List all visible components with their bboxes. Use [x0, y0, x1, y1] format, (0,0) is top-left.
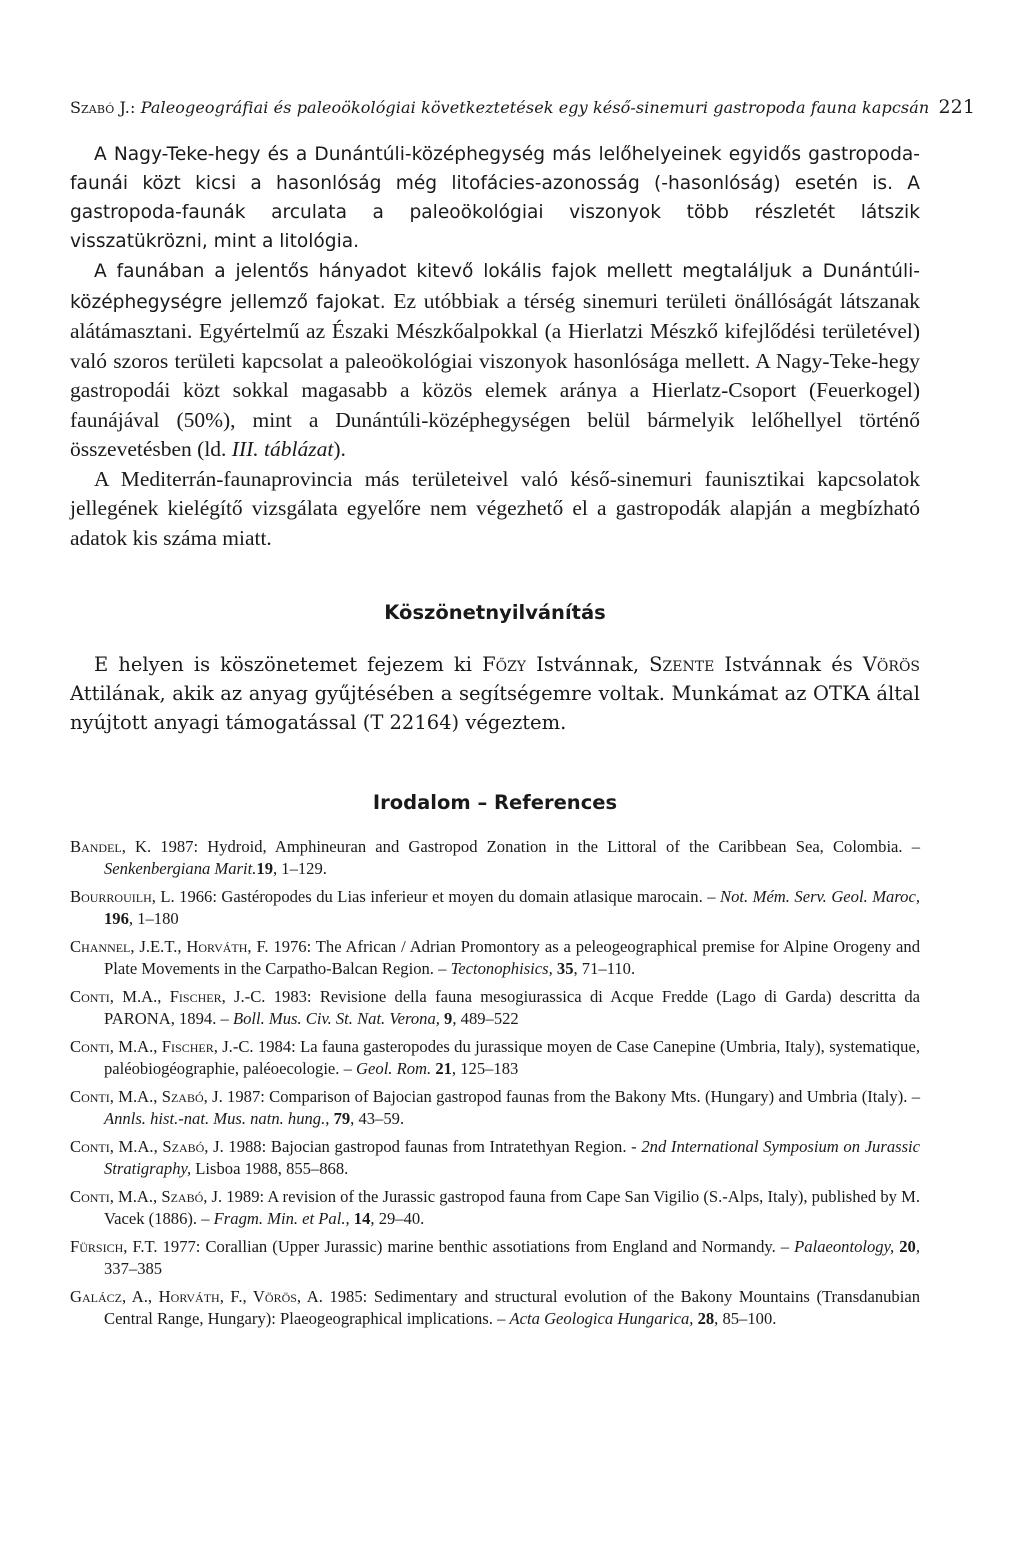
reference-item [70, 936, 920, 980]
ref-text: 1966: Gastéropodes du Lias inferieur et moyen du domain atlasique marocain. – [174, 887, 721, 906]
ref-authors: Bourrouilh, L. [70, 887, 175, 906]
reference-item [70, 1236, 920, 1280]
ref-volume: 21 [435, 1059, 452, 1078]
running-head [70, 96, 976, 118]
acknowledgements-text [70, 650, 920, 737]
ref-text: 1988: Bajocian gastropod faunas from Intratethyan Region. - [223, 1137, 642, 1156]
ref-journal: Boll. Mus. Civ. St. Nat. Verona, [232, 1009, 440, 1028]
ref-volume: 35 [556, 959, 574, 978]
ref-pages: , 43–59. [350, 1109, 405, 1128]
ref-pages: , 1–180 [128, 909, 179, 928]
reference-item [70, 1186, 920, 1230]
ref-pages: , 1–129. [272, 859, 327, 878]
ack-name-3: Vörös [862, 653, 921, 676]
ref-journal: Palaeontology, [794, 1237, 895, 1256]
ref-journal: Senkenbergiana Marit. [104, 859, 257, 878]
ref-authors: Fürsich, F.T. [70, 1237, 158, 1256]
ref-volume: 79 [333, 1109, 351, 1128]
body-text [70, 140, 920, 256]
reference-item [70, 886, 920, 930]
ack-text-2: Istvánnak, [526, 653, 650, 676]
ref-pages: , 71–110. [573, 959, 636, 978]
running-head-title: Paleogeográfiai és paleoökológiai következtetések egy késő-sinemuri gastropoda fauna kapcsán [140, 98, 930, 117]
paragraph-2-end: ). [333, 437, 346, 461]
ref-pages: , 489–522 [452, 1009, 519, 1028]
ack-text-1: E helyen is köszönetemet fejezem ki [94, 653, 483, 676]
ref-text: 1976: The African / Adrian Promontory as a peleogeographical premise for Alpine Orogeny and Plate Movements in the Carpatho-Balcan Region. – [104, 937, 920, 978]
paragraph-2 [70, 256, 920, 465]
ack-name-2: Szente [649, 653, 715, 676]
paragraph-2-b: Ez utóbbiak a térség sinemuri területi önállóságát látszanak alátámasztani. Egyértelmű az Északi Mészkőalpokkal (a Hierlatzi Mészkő kifejlődési területével) való szoros területi kapcsolat a paleoökológiai viszonyok hasonlósága mellett. [70, 288, 920, 373]
ref-authors: Conti, M.A., Szabó, J. [70, 1087, 223, 1106]
ref-authors: Bandel, K. [70, 837, 152, 856]
ref-text: 1984: La fauna gasteropodes du jurassique moyen de Case Canepine (Umbria, Italy), systematique, paléobiogéographie, paléoecologie. – [104, 1037, 920, 1078]
ack-name-1: Főzy [482, 653, 527, 676]
ref-volume: 196 [104, 909, 129, 928]
ref-authors: Conti, M.A., Fischer, J.-C. [70, 987, 266, 1006]
ref-text: 1977: Corallian (Upper Jurassic) marine benthic assotiations from England and Normandy. – [157, 1237, 795, 1256]
body-text-serif [70, 256, 920, 553]
ref-pages: , 125–183 [451, 1059, 519, 1078]
ref-authors: Conti, M.A., Szabó, J. [70, 1137, 224, 1156]
ref-volume: 9 [444, 1009, 453, 1028]
ref-pages: , 85–100. [714, 1309, 777, 1328]
table-reference: III. táblázat [231, 437, 334, 461]
page [70, 96, 976, 1336]
reference-item [70, 986, 920, 1030]
ack-text-3: Istvánnak és [714, 653, 863, 676]
running-head-author: Szabó J.: [70, 98, 136, 117]
paragraph-2-a: A faunában a jelentős hányadot kitevő lokális fajok mellett megtaláljuk a Dunántúli-középhegységre jellemző fajokat. [70, 261, 920, 313]
ref-journal: Not. Mém. Serv. Geol. Maroc, [720, 887, 920, 906]
ref-journal: Fragm. Min. et Pal., [213, 1209, 350, 1228]
ref-journal: 2nd International Symposium on Jurassic Stratigraphy, [104, 1137, 921, 1178]
ref-journal: Annls. hist.-nat. Mus. natn. hung., [104, 1109, 330, 1128]
reference-item [70, 836, 920, 880]
references-heading: Irodalom – References [372, 791, 618, 814]
acknowledgements-heading: Köszönetnyilvánítás [384, 601, 606, 624]
ref-text: 1987: Hydroid, Amphineuran and Gastropod Zonation in the Littoral of the Caribbean Sea, Colombia. – [151, 837, 921, 856]
ref-volume: 14 [353, 1209, 371, 1228]
reference-item [70, 1086, 920, 1130]
page-number: 221 [938, 96, 976, 118]
ref-authors: Conti, M.A., Szabó, J. [70, 1187, 223, 1206]
ref-text: 1989: A revision of the Jurassic gastropod fauna from Cape San Vigilio (S.-Alps, Italy), published by M. Vacek (1886). – [104, 1187, 921, 1228]
acknowledgements [70, 650, 920, 737]
ref-pages: , 337–385 [104, 1237, 920, 1278]
ref-pages: , 29–40. [370, 1209, 425, 1228]
ref-journal: Acta Geologica Hungarica, [509, 1309, 694, 1328]
ref-text: 1983: Revisione della fauna mesogiurassica di Acque Fredde (Lago di Garda) descritta da PARONA, 1894. – [104, 987, 920, 1028]
ref-journal: Tectonophisics, [450, 959, 553, 978]
ref-authors: Galácz, A., Horváth, F., Vörös, A. [70, 1287, 323, 1306]
reference-item [70, 1136, 920, 1180]
ref-volume: 28 [697, 1309, 715, 1328]
ref-journal: Geol. Rom. [356, 1059, 432, 1078]
references-list [70, 836, 920, 1330]
reference-item [70, 1286, 920, 1330]
paragraph-2-c: A Nagy-Teke-hegy gastropodái közt sokkal magasabb a közös elemek aránya a Hierlatz-Csoport (Feuerkogel) faunájával (50%), mint a Dunántúli-középhegységen belül bármelyik lelőhellyel történő összevetésben (ld. [70, 348, 920, 461]
ref-text: 1985: Sedimentary and structural evolution of the Bakony Mountains (Transdanubian Central Range, Hungary): Plaeogeographical implications. – [104, 1287, 920, 1328]
reference-item [70, 1036, 920, 1080]
ref-text: 1987: Comparison of Bajocian gastropod faunas from the Bakony Mts. (Hungary) and Umbria (Italy). – [222, 1087, 921, 1106]
ref-authors: Channel, J.E.T., Horváth, F. [70, 937, 269, 956]
paragraph-3: A Mediterrán-faunaprovincia más területeivel való késő-sinemuri faunisztikai kapcsolatok jellegének kielégítő vizsgálata egyelőre nem végezhető el a gastropodák alapján a megbízható adatok kis száma miatt. [70, 466, 920, 550]
paragraph-1: A Nagy-Teke-hegy és a Dunántúli-középhegység más lelőhelyeinek egyidős gastropoda-faunái közt kicsi a hasonlóság még litofácies-azonosság (-hasonlóság) esetén is. A gastropoda-faunák arculata a paleoökológiai viszonyok több részletét látszik visszatükrözni, mint a litológia. [70, 144, 920, 252]
ref-volume: 20 [899, 1237, 916, 1256]
ref-pages: Lisboa 1988, 855–868. [191, 1159, 349, 1178]
ref-volume: 19 [256, 859, 273, 878]
ack-text-4: Attilának, akik az anyag gyűjtésében a segítségemre voltak. Munkámat az OTKA által nyújtott anyagi támogatással (T 22164) végeztem. [70, 682, 920, 734]
ref-authors: Conti, M.A., Fischer, J.-C. [70, 1037, 254, 1056]
